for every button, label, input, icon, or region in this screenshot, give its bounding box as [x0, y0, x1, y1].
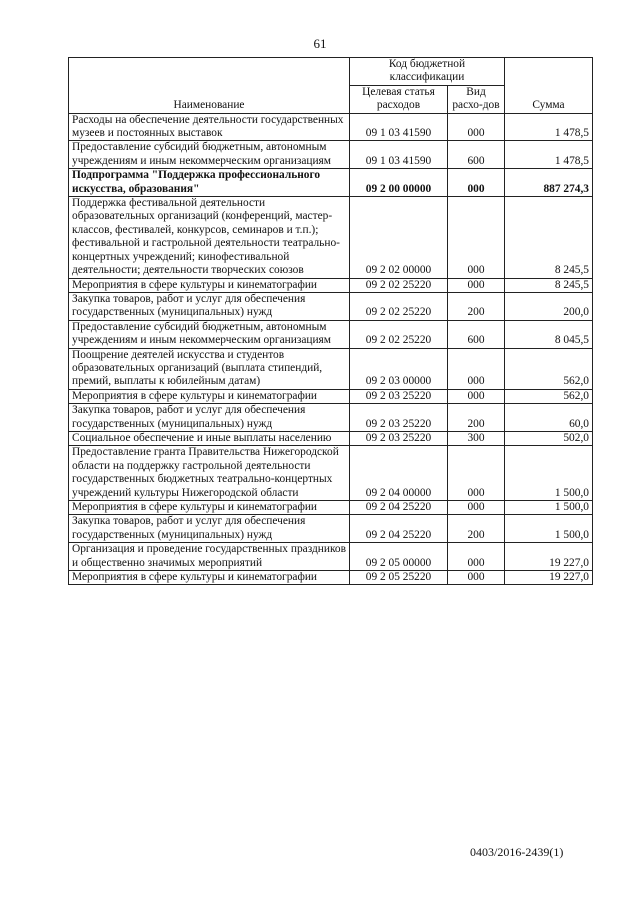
table-row: [69, 320, 593, 348]
row-sum: 887 274,3: [505, 169, 593, 197]
row-name: Поощрение деятелей искусства и студентов образовательных организаций (выплата стипендий, премий, выплаты к юбилейным датам): [69, 348, 350, 389]
row-name: Подпрограмма "Поддержка профессионального искусства, образования": [69, 169, 350, 197]
row-sum: 1 478,5: [505, 141, 593, 169]
header-code-group: Код бюджетной классификации: [350, 58, 505, 86]
row-sum: 19 227,0: [505, 543, 593, 571]
header-row: [69, 58, 593, 86]
row-expense-type: 200: [448, 404, 505, 432]
row-sum: 8 245,5: [505, 197, 593, 278]
row-target-code: 09 1 03 41590: [350, 113, 448, 141]
table-body: [69, 113, 593, 585]
row-name: Закупка товаров, работ и услуг для обеспечения государственных (муниципальных) нужд: [69, 292, 350, 320]
row-expense-type: 300: [448, 431, 505, 445]
row-sum: 1 500,0: [505, 446, 593, 501]
row-target-code: 09 2 04 00000: [350, 446, 448, 501]
row-name: Закупка товаров, работ и услуг для обеспечения государственных (муниципальных) нужд: [69, 404, 350, 432]
row-expense-type: 000: [448, 197, 505, 278]
row-expense-type: 600: [448, 141, 505, 169]
row-expense-type: 000: [448, 501, 505, 515]
row-target-code: 09 2 00 00000: [350, 169, 448, 197]
row-target-code: 09 2 03 00000: [350, 348, 448, 389]
row-target-code: 09 2 03 25220: [350, 431, 448, 445]
row-expense-type: 200: [448, 292, 505, 320]
row-expense-type: 000: [448, 169, 505, 197]
row-target-code: 09 2 02 00000: [350, 197, 448, 278]
row-expense-type: 600: [448, 320, 505, 348]
row-name: Организация и проведение государственных праздников и общественно значимых мероприятий: [69, 543, 350, 571]
table-row: [69, 278, 593, 292]
row-name: Социальное обеспечение и иные выплаты населению: [69, 431, 350, 445]
table-row: [69, 515, 593, 543]
row-name: Мероприятия в сфере культуры и кинематографии: [69, 501, 350, 515]
row-target-code: 09 2 05 00000: [350, 543, 448, 571]
table-row: [69, 446, 593, 501]
table-row: [69, 348, 593, 389]
row-expense-type: 000: [448, 543, 505, 571]
row-sum: 1 478,5: [505, 113, 593, 141]
row-sum: 60,0: [505, 404, 593, 432]
header-name: Наименование: [69, 58, 350, 114]
row-name: Мероприятия в сфере культуры и кинематографии: [69, 278, 350, 292]
page-number: 61: [313, 36, 327, 51]
row-target-code: 09 2 05 25220: [350, 571, 448, 585]
row-name: Расходы на обеспечение деятельности государственных музеев и постоянных выставок: [69, 113, 350, 141]
row-name: Мероприятия в сфере культуры и кинематографии: [69, 571, 350, 585]
table-row: [69, 571, 593, 585]
row-sum: 1 500,0: [505, 515, 593, 543]
document-code: 0403/2016-2439(1): [470, 845, 564, 859]
table-row: [69, 197, 593, 278]
row-target-code: 09 2 03 25220: [350, 389, 448, 403]
row-name: Предоставление субсидий бюджетным, автономным учреждениям и иным некоммерческим организациям: [69, 141, 350, 169]
budget-table: [68, 57, 593, 585]
table-row: [69, 169, 593, 197]
table-row: [69, 431, 593, 445]
table-row: [69, 543, 593, 571]
header-target: Целевая статья расходов: [350, 85, 448, 113]
row-name: Мероприятия в сфере культуры и кинематографии: [69, 389, 350, 403]
table-row: [69, 292, 593, 320]
row-target-code: 09 2 04 25220: [350, 515, 448, 543]
row-expense-type: 000: [448, 446, 505, 501]
row-expense-type: 000: [448, 348, 505, 389]
table-row: [69, 141, 593, 169]
row-sum: 562,0: [505, 389, 593, 403]
row-sum: 8 045,5: [505, 320, 593, 348]
row-target-code: 09 2 02 25220: [350, 292, 448, 320]
row-target-code: 09 2 02 25220: [350, 320, 448, 348]
row-target-code: 09 2 02 25220: [350, 278, 448, 292]
row-sum: 562,0: [505, 348, 593, 389]
row-name: Закупка товаров, работ и услуг для обеспечения государственных (муниципальных) нужд: [69, 515, 350, 543]
row-expense-type: 000: [448, 571, 505, 585]
row-sum: 200,0: [505, 292, 593, 320]
table-row: [69, 501, 593, 515]
row-name: Предоставление субсидий бюджетным, автономным учреждениям и иным некоммерческим организациям: [69, 320, 350, 348]
header-type: Вид расхо-дов: [448, 85, 505, 113]
row-sum: 19 227,0: [505, 571, 593, 585]
row-expense-type: 000: [448, 113, 505, 141]
row-target-code: 09 2 04 25220: [350, 501, 448, 515]
row-expense-type: 000: [448, 389, 505, 403]
row-sum: 8 245,5: [505, 278, 593, 292]
row-sum: 1 500,0: [505, 501, 593, 515]
table-row: [69, 404, 593, 432]
row-name: Поддержка фестивальной деятельности образовательных организаций (конференций, мастер-классов, фестивалей, конкурсов, семинаров и т.п.); фестивальной и гастрольной деятельности театрально-концертных учреждений; кинофестивальной деятельности; деятельности творческих союзов: [69, 197, 350, 278]
table-row: [69, 389, 593, 403]
row-expense-type: 200: [448, 515, 505, 543]
row-target-code: 09 2 03 25220: [350, 404, 448, 432]
row-name: Предоставление гранта Правительства Нижегородской области на поддержку гастрольной деятельности государственных бюджетных театрально-концертных учреждений культуры Нижегородской области: [69, 446, 350, 501]
header-sum: Сумма: [505, 58, 593, 114]
table-row: [69, 113, 593, 141]
row-target-code: 09 1 03 41590: [350, 141, 448, 169]
row-expense-type: 000: [448, 278, 505, 292]
row-sum: 502,0: [505, 431, 593, 445]
